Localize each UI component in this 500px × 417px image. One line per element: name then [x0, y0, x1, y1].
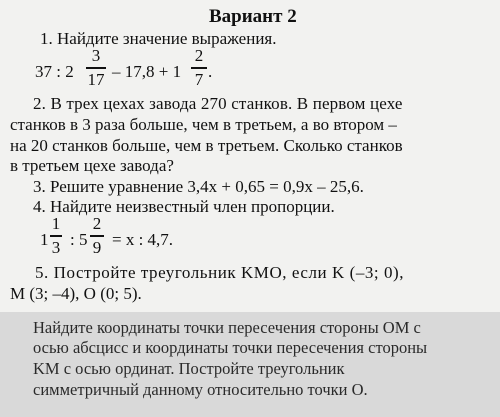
note-line-4: симметричный данному относительно точки O.: [33, 380, 368, 399]
task4-frac2-num: 2: [92, 214, 102, 233]
task1-expr-end: .: [208, 62, 213, 81]
task4-frac2-bar: [90, 235, 104, 237]
note-line-2: осью абсцисс и координаты точки пересечения стороны: [33, 338, 428, 357]
task4-expr-mid: : 5: [70, 230, 88, 249]
task4-frac2-den: 9: [92, 238, 102, 257]
task3-text: 3. Решите уравнение 3,4x + 0,65 = 0,9x – 25,6.: [33, 177, 364, 196]
task1-expr-part1: 37 : 2: [35, 62, 74, 81]
task2-line-1: 2. В трех цехах завода 270 станков. В первом цехе: [33, 94, 403, 113]
supplementary-task: [0, 312, 500, 417]
task1-frac2-den: 7: [194, 70, 204, 89]
task4-frac1-num: 1: [51, 214, 61, 233]
task2-line-4: в третьем цехе завода?: [10, 156, 174, 175]
task5-line-1: 5. Постройте треугольник KMO, если K (–3; 0),: [35, 263, 405, 282]
task1-frac1-den: 17: [87, 70, 105, 89]
task1-expr-part2: – 17,8 + 1: [112, 62, 182, 81]
note-line-1: Найдите координаты точки пересечения стороны OM с: [33, 318, 421, 337]
task5-line-2: M (3; –4), O (0; 5).: [10, 284, 142, 303]
page-title: Вариант 2: [209, 6, 297, 27]
task4-frac1-bar: [50, 235, 62, 237]
task4-text: 4. Найдите неизвестный член пропорции.: [33, 197, 335, 216]
task4-frac1-den: 3: [51, 238, 61, 257]
task2-line-2: станков в 3 раза больше, чем в третьем, а во втором –: [10, 115, 397, 134]
task1-text: 1. Найдите значение выражения.: [40, 29, 277, 48]
task1-frac2-bar: [191, 67, 207, 69]
task4-expr-whole: 1: [40, 230, 49, 249]
note-line-3: KM с осью ординат. Постройте треугольник: [33, 359, 345, 378]
task4-expr-end: = x : 4,7.: [112, 230, 174, 249]
task1-frac2-num: 2: [194, 46, 204, 65]
task2-line-3: на 20 станков больше, чем в третьем. Сколько станков: [10, 136, 403, 155]
task1-frac1-num: 3: [91, 46, 101, 65]
task1-frac1-bar: [86, 67, 106, 69]
